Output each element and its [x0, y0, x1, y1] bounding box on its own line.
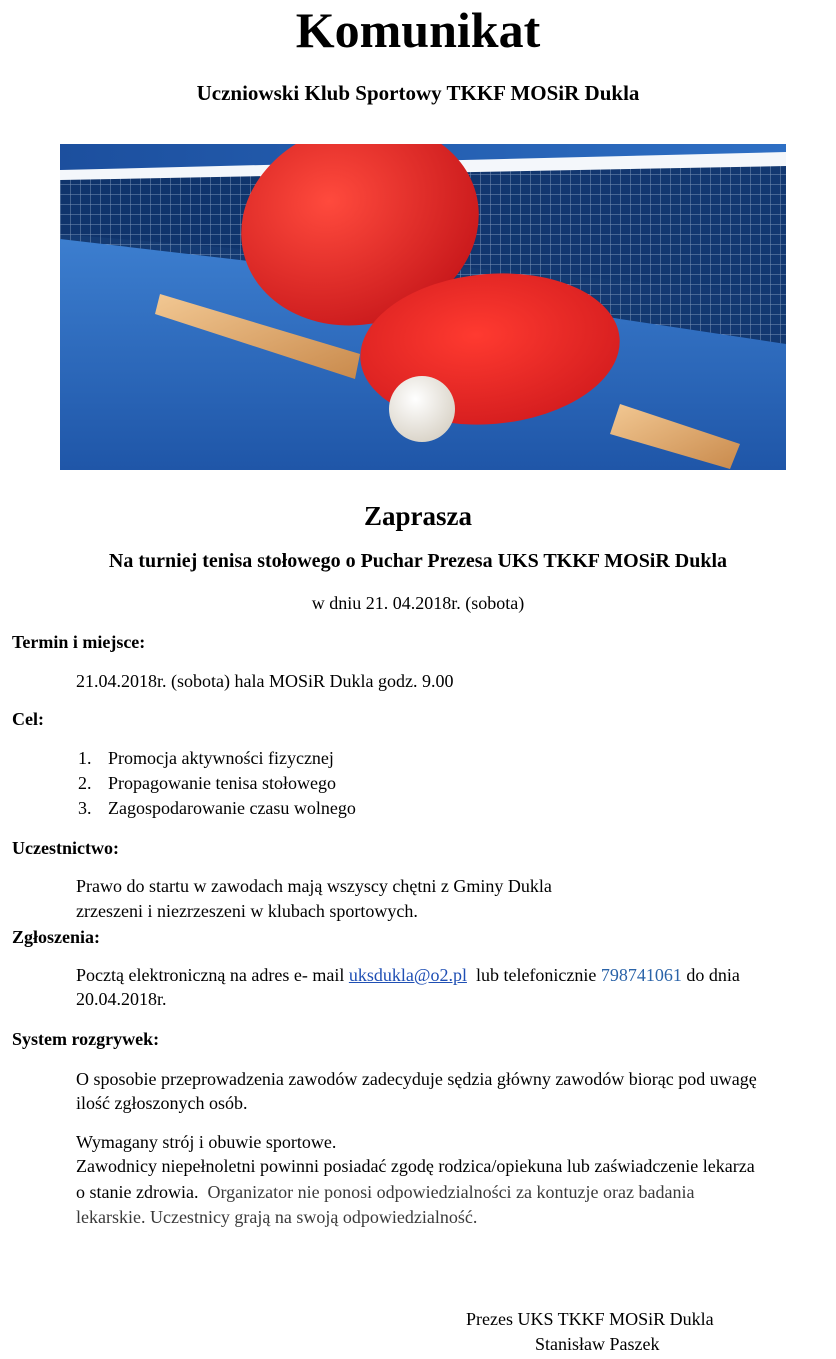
section-heading-system: System rozgrywek:: [12, 1029, 160, 1049]
club-name: Uczniowski Klub Sportowy TKKF MOSiR Dukla: [196, 81, 640, 105]
section-heading-zgloszenia: Zgłoszenia:: [12, 927, 100, 947]
list-number: 3.: [78, 798, 92, 818]
section-heading-cel: Cel:: [12, 709, 44, 729]
system-para2-line3b: Organizator nie ponosi odpowiedzialności za kontuzje oraz badania: [207, 1182, 695, 1202]
zgloszenia-line-1: [76, 963, 832, 987]
system-para2-line4: lekarskie. Uczestnicy grają na swoją odpowiedzialność.: [76, 1207, 478, 1227]
uczestnictwo-line-1: Prawo do startu w zawodach mają wszyscy chętni z Gminy Dukla: [76, 876, 552, 896]
system-para1-line2: ilość zgłoszonych osób.: [76, 1093, 248, 1113]
list-item: [78, 771, 336, 795]
zgloszenia-middle: lub telefonicznie: [466, 965, 601, 985]
list-item: [78, 746, 334, 770]
page-title: Komunikat: [295, 2, 541, 58]
section-heading-termin: Termin i miejsce:: [12, 632, 146, 652]
signature-title: Prezes UKS TKKF MOSiR Dukla: [466, 1309, 714, 1329]
tournament-date: w dniu 21. 04.2018r. (sobota): [311, 593, 525, 613]
list-text: Propagowanie tenisa stołowego: [108, 773, 336, 793]
uczestnictwo-line-2: zrzeszeni i niezrzeszeni w klubach sportowych.: [76, 901, 418, 921]
system-para2-line3: [76, 1180, 832, 1204]
system-para2-line2: Zawodnicy niepełnoletni powinni posiadać zgodę rodzica/opiekuna lub zaświadczenie lekarza: [76, 1156, 755, 1176]
zgloszenia-suffix: do dnia: [681, 965, 740, 985]
list-number: 2.: [78, 773, 92, 793]
list-text: Zagospodarowanie czasu wolnego: [108, 798, 356, 818]
system-para1-line1: O sposobie przeprowadzenia zawodów zadecyduje sędzia główny zawodów biorąc pod uwagę: [76, 1069, 757, 1089]
phone-number[interactable]: 798741061: [600, 965, 682, 985]
system-para2-line3a: o stanie zdrowia.: [76, 1182, 208, 1202]
table-tennis-image: [60, 144, 786, 470]
termin-text: 21.04.2018r. (sobota) hala MOSiR Dukla godz. 9.00: [76, 671, 454, 691]
zgloszenia-line-2: 20.04.2018r.: [76, 989, 167, 1009]
list-text: Promocja aktywności fizycznej: [108, 748, 334, 768]
list-item: [78, 796, 356, 820]
section-heading-uczestnictwo: Uczestnictwo:: [12, 838, 119, 858]
email-link[interactable]: uksdukla@o2.pl: [348, 965, 467, 985]
system-para2-line1: Wymagany strój i obuwie sportowe.: [76, 1132, 337, 1152]
table-tennis-photo: [60, 144, 786, 470]
invite-heading: Zaprasza: [364, 501, 472, 531]
tournament-title: Na turniej tenisa stołowego o Puchar Prezesa UKS TKKF MOSiR Dukla: [108, 550, 728, 572]
list-number: 1.: [78, 748, 92, 768]
signature-name: Stanisław Paszek: [535, 1334, 660, 1354]
zgloszenia-prefix: Pocztą elektroniczną na adres e- mail: [76, 965, 349, 985]
